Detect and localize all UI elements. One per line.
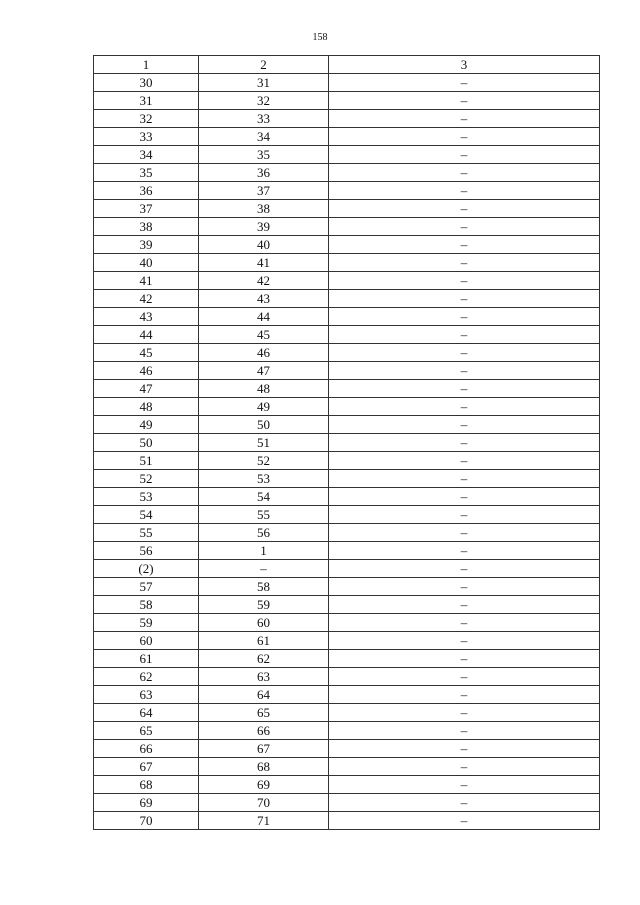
table-cell-col-1: 66 xyxy=(94,740,199,758)
table-cell-col-2: 32 xyxy=(199,92,329,110)
table-cell-col-2: 34 xyxy=(199,128,329,146)
table-cell-col-3: – xyxy=(329,110,600,128)
table-cell-col-2: 56 xyxy=(199,524,329,542)
table-cell-col-2: 70 xyxy=(199,794,329,812)
table-row xyxy=(94,794,600,812)
table-row xyxy=(94,272,600,290)
table-cell-col-2: 44 xyxy=(199,308,329,326)
table-cell-col-1: 36 xyxy=(94,182,199,200)
table-cell-col-3: – xyxy=(329,290,600,308)
table-cell-col-3: – xyxy=(329,632,600,650)
table-row xyxy=(94,632,600,650)
table-cell-col-2: 1 xyxy=(199,542,329,560)
table-cell-col-2: 69 xyxy=(199,776,329,794)
table-row xyxy=(94,128,600,146)
table-row xyxy=(94,434,600,452)
table-cell-col-2: 31 xyxy=(199,74,329,92)
table-cell-col-2: 65 xyxy=(199,704,329,722)
table-cell-col-1: 68 xyxy=(94,776,199,794)
table-cell-col-2: 37 xyxy=(199,182,329,200)
table-cell-col-2: 38 xyxy=(199,200,329,218)
table-cell-col-3: – xyxy=(329,272,600,290)
table-cell-col-1: 39 xyxy=(94,236,199,254)
table-cell-col-3: – xyxy=(329,740,600,758)
table-row xyxy=(94,344,600,362)
table-row xyxy=(94,596,600,614)
table-cell-col-1: 70 xyxy=(94,812,199,830)
table-cell-col-3: – xyxy=(329,470,600,488)
table-cell-col-2: 33 xyxy=(199,110,329,128)
table-cell-col-3: – xyxy=(329,758,600,776)
table-cell-col-1: 58 xyxy=(94,596,199,614)
table-row xyxy=(94,326,600,344)
table-row xyxy=(94,380,600,398)
table-cell-col-2: 39 xyxy=(199,218,329,236)
table-row xyxy=(94,686,600,704)
header-cell-col-1: 1 xyxy=(94,56,199,74)
table-cell-col-3: – xyxy=(329,236,600,254)
table-cell-col-1: 60 xyxy=(94,632,199,650)
table-row xyxy=(94,236,600,254)
table-cell-col-1: 65 xyxy=(94,722,199,740)
table-row xyxy=(94,578,600,596)
table-cell-col-1: 34 xyxy=(94,146,199,164)
table-cell-col-1: 51 xyxy=(94,452,199,470)
table-cell-col-1: 61 xyxy=(94,650,199,668)
table-row xyxy=(94,488,600,506)
table-cell-col-1: 45 xyxy=(94,344,199,362)
table-row xyxy=(94,776,600,794)
table-cell-col-2: 60 xyxy=(199,614,329,632)
table-cell-col-1: 35 xyxy=(94,164,199,182)
header-cell-col-3: 3 xyxy=(329,56,600,74)
table-cell-col-2: – xyxy=(199,560,329,578)
table-row xyxy=(94,398,600,416)
table-cell-col-3: – xyxy=(329,488,600,506)
table-cell-col-3: – xyxy=(329,794,600,812)
table-row xyxy=(94,290,600,308)
table-row xyxy=(94,614,600,632)
table-cell-col-3: – xyxy=(329,344,600,362)
table-cell-col-2: 52 xyxy=(199,452,329,470)
table-cell-col-2: 68 xyxy=(199,758,329,776)
table-cell-col-1: 43 xyxy=(94,308,199,326)
table-cell-col-2: 36 xyxy=(199,164,329,182)
table-row xyxy=(94,722,600,740)
table-row xyxy=(94,542,600,560)
table-cell-col-3: – xyxy=(329,650,600,668)
table-row xyxy=(94,92,600,110)
table-cell-col-1: 41 xyxy=(94,272,199,290)
table-row xyxy=(94,704,600,722)
table-cell-col-3: – xyxy=(329,524,600,542)
table-cell-col-2: 48 xyxy=(199,380,329,398)
table-cell-col-3: – xyxy=(329,128,600,146)
table-cell-col-1: 37 xyxy=(94,200,199,218)
table-row xyxy=(94,506,600,524)
table-row xyxy=(94,668,600,686)
data-table xyxy=(93,55,600,830)
table-cell-col-2: 58 xyxy=(199,578,329,596)
table-cell-col-2: 54 xyxy=(199,488,329,506)
table-cell-col-1: 30 xyxy=(94,74,199,92)
table-cell-col-2: 35 xyxy=(199,146,329,164)
table-cell-col-2: 61 xyxy=(199,632,329,650)
table-cell-col-3: – xyxy=(329,704,600,722)
table-header-row xyxy=(94,56,600,74)
table-cell-col-1: 42 xyxy=(94,290,199,308)
table-row xyxy=(94,650,600,668)
table-cell-col-3: – xyxy=(329,146,600,164)
table-cell-col-1: 47 xyxy=(94,380,199,398)
table-cell-col-2: 51 xyxy=(199,434,329,452)
table-row xyxy=(94,308,600,326)
table-cell-col-2: 40 xyxy=(199,236,329,254)
table-cell-col-3: – xyxy=(329,74,600,92)
table-cell-col-1: 54 xyxy=(94,506,199,524)
table-cell-col-2: 64 xyxy=(199,686,329,704)
table-cell-col-3: – xyxy=(329,326,600,344)
table-cell-col-1: 33 xyxy=(94,128,199,146)
table-cell-col-3: – xyxy=(329,578,600,596)
table-cell-col-2: 50 xyxy=(199,416,329,434)
table-cell-col-3: – xyxy=(329,668,600,686)
table-cell-col-1: 64 xyxy=(94,704,199,722)
table-cell-col-1: 44 xyxy=(94,326,199,344)
table-cell-col-2: 59 xyxy=(199,596,329,614)
table-row xyxy=(94,812,600,830)
table-row xyxy=(94,416,600,434)
table-row xyxy=(94,110,600,128)
table-row xyxy=(94,218,600,236)
table-row xyxy=(94,200,600,218)
table-cell-col-3: – xyxy=(329,308,600,326)
table-cell-col-3: – xyxy=(329,362,600,380)
table-cell-col-3: – xyxy=(329,254,600,272)
table-cell-col-2: 45 xyxy=(199,326,329,344)
table-cell-col-1: 31 xyxy=(94,92,199,110)
table-row xyxy=(94,524,600,542)
table-row xyxy=(94,74,600,92)
table-row xyxy=(94,560,600,578)
header-cell-col-2: 2 xyxy=(199,56,329,74)
table-cell-col-2: 49 xyxy=(199,398,329,416)
table-cell-col-1: 52 xyxy=(94,470,199,488)
table-cell-col-2: 63 xyxy=(199,668,329,686)
table-cell-col-3: – xyxy=(329,542,600,560)
table-cell-col-3: – xyxy=(329,614,600,632)
table-cell-col-1: 56 xyxy=(94,542,199,560)
table-cell-col-2: 55 xyxy=(199,506,329,524)
table-cell-col-2: 43 xyxy=(199,290,329,308)
table-row xyxy=(94,452,600,470)
table-cell-col-1: 50 xyxy=(94,434,199,452)
table-cell-col-2: 42 xyxy=(199,272,329,290)
table-cell-col-2: 67 xyxy=(199,740,329,758)
table-cell-col-3: – xyxy=(329,182,600,200)
table-cell-col-2: 41 xyxy=(199,254,329,272)
table-cell-col-1: 59 xyxy=(94,614,199,632)
page-number: 158 xyxy=(312,32,328,43)
table-cell-col-2: 47 xyxy=(199,362,329,380)
table-cell-col-3: – xyxy=(329,218,600,236)
table-cell-col-3: – xyxy=(329,722,600,740)
table-cell-col-1: 67 xyxy=(94,758,199,776)
table-cell-col-1: 40 xyxy=(94,254,199,272)
table-row xyxy=(94,146,600,164)
table-cell-col-2: 71 xyxy=(199,812,329,830)
table-cell-col-3: – xyxy=(329,686,600,704)
table-cell-col-3: – xyxy=(329,434,600,452)
table-cell-col-3: – xyxy=(329,380,600,398)
table-header xyxy=(94,56,600,74)
table-cell-col-1: 63 xyxy=(94,686,199,704)
table-cell-col-3: – xyxy=(329,596,600,614)
table-cell-col-3: – xyxy=(329,416,600,434)
table-cell-col-2: 66 xyxy=(199,722,329,740)
table-cell-col-3: – xyxy=(329,812,600,830)
table-row xyxy=(94,164,600,182)
table-row xyxy=(94,182,600,200)
table-row xyxy=(94,362,600,380)
table-cell-col-1: 53 xyxy=(94,488,199,506)
table-cell-col-3: – xyxy=(329,164,600,182)
table-cell-col-1: (2) xyxy=(94,560,199,578)
table-cell-col-1: 49 xyxy=(94,416,199,434)
table-cell-col-3: – xyxy=(329,560,600,578)
table-cell-col-1: 57 xyxy=(94,578,199,596)
table-cell-col-3: – xyxy=(329,398,600,416)
table-cell-col-1: 55 xyxy=(94,524,199,542)
table-row xyxy=(94,758,600,776)
table-row xyxy=(94,470,600,488)
table-cell-col-2: 53 xyxy=(199,470,329,488)
table-body xyxy=(94,74,600,830)
table-cell-col-3: – xyxy=(329,506,600,524)
table-cell-col-3: – xyxy=(329,200,600,218)
table-cell-col-3: – xyxy=(329,452,600,470)
table-cell-col-2: 62 xyxy=(199,650,329,668)
table-row xyxy=(94,740,600,758)
table-cell-col-1: 48 xyxy=(94,398,199,416)
table-cell-col-3: – xyxy=(329,92,600,110)
table-cell-col-2: 46 xyxy=(199,344,329,362)
table-cell-col-1: 38 xyxy=(94,218,199,236)
table-cell-col-1: 32 xyxy=(94,110,199,128)
table-cell-col-1: 46 xyxy=(94,362,199,380)
table-cell-col-1: 62 xyxy=(94,668,199,686)
table-row xyxy=(94,254,600,272)
table-cell-col-3: – xyxy=(329,776,600,794)
table-cell-col-1: 69 xyxy=(94,794,199,812)
